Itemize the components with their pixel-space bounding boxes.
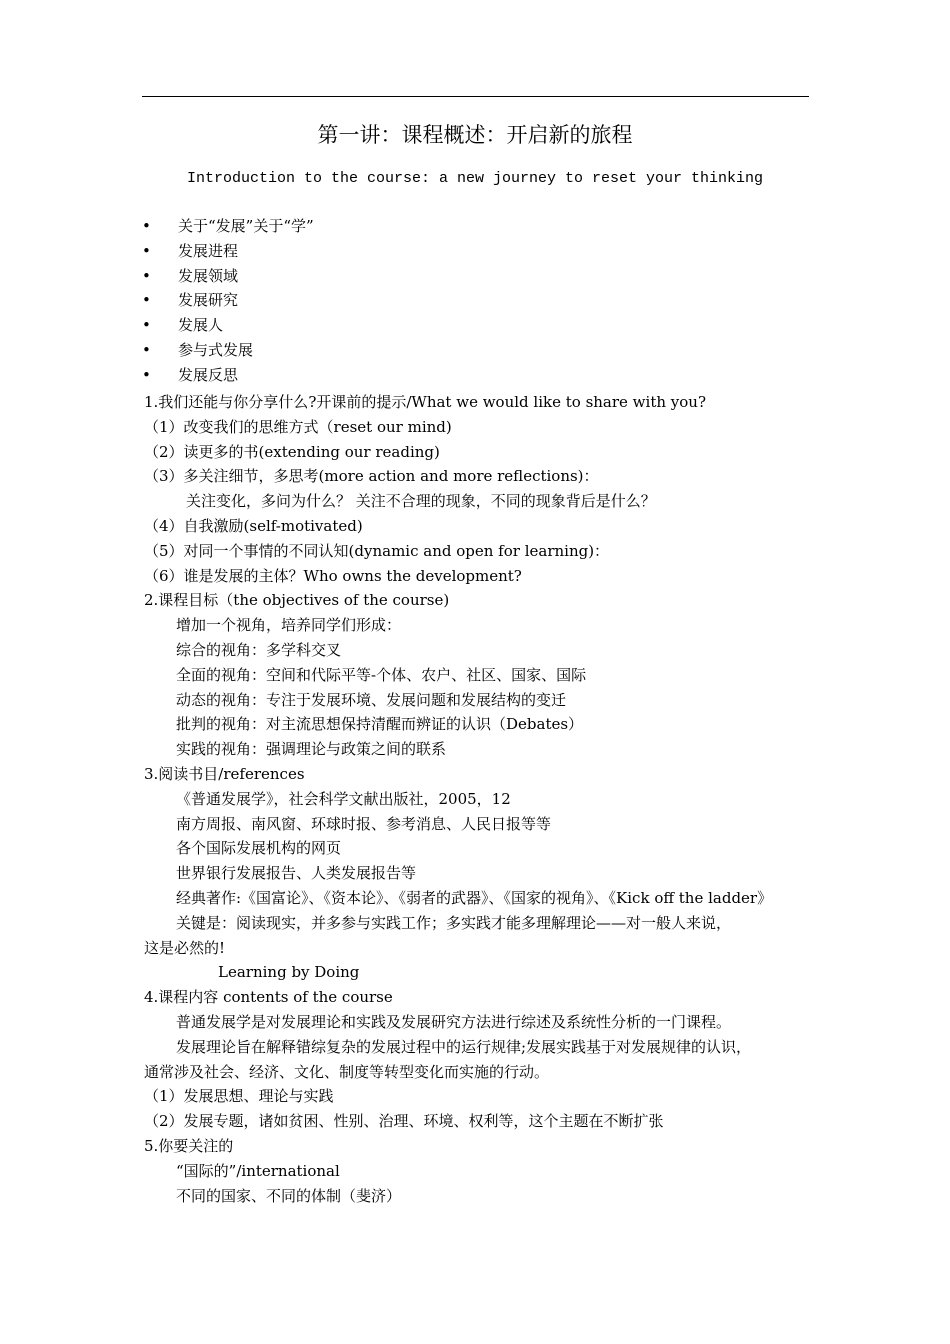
page-subtitle: Introduction to the course: a new journey to reset your thinking [186,170,764,187]
paragraph-line: 世界银行发展报告、人类发展报告等 [176,864,417,883]
paragraph-line: 不同的国家、不同的体制（斐济） [176,1186,402,1205]
paragraph-line: 关键是：阅读现实，并多参与实践工作；多实践才能多理解理论——对一般人来说， [176,913,732,932]
paragraph-line: 《普通发展学》，社会科学文献出版社，2005，12 [176,789,511,808]
paragraph-line: （1）改变我们的思维方式（reset our mind) [144,417,452,436]
paragraph-line: 批判的视角：对主流思想保持清醒而辨证的认识（Debates） [176,715,584,734]
section-heading-objectives: 2.课程目标（the objectives of the course) [144,591,450,610]
paragraph-line: 经典著作:《国富论》、《资本论》、《弱者的武器》、《国家的视角》、《Kick off the ladder》 [176,888,773,907]
bullet-icon: • [142,340,151,359]
paragraph-line: 发展理论旨在解释错综复杂的发展过程中的运行规律;发展实践基于对发展规律的认识， [176,1037,752,1056]
paragraph-line: 关注变化，多问为什么？ 关注不合理的现象，不同的现象背后是什么？ [186,492,656,511]
paragraph-line: （5）对同一个事情的不同认知(dynamic and open for learning)： [144,541,610,560]
paragraph-line: 综合的视角：多学科交叉 [176,640,342,659]
bullet-icon: • [142,291,151,310]
bullet-icon: • [142,217,151,235]
paragraph-line: （6）谁是发展的主体？Who owns the development? [144,566,522,585]
paragraph-line: 增加一个视角，培养同学们形成： [176,616,402,635]
paragraph-line: 动态的视角：专注于发展环境、发展问题和发展结构的变迁 [176,690,567,709]
bullet-icon: • [142,316,151,335]
paragraph-line: （1）发展思想、理论与实践 [144,1087,334,1106]
paragraph-line: （2）读更多的书(extending our reading) [144,442,440,461]
section-heading-references: 3.阅读书目/references [144,764,305,783]
section-heading-contents: 4.课程内容 contents of the course [144,988,393,1007]
paragraph-line: 通常涉及社会、经济、文化、制度等转型变化而实施的行动。 [144,1062,550,1081]
page-title: 第一讲：课程概述：开启新的旅程 [317,123,633,147]
paragraph-line: 这是必然的! [144,938,226,957]
paragraph-line: 普通发展学是对发展理论和实践及发展研究方法进行综述及系统性分析的一门课程。 [176,1012,732,1031]
bullet-icon: • [142,241,151,260]
header-rule [142,96,809,97]
bullet-icon: • [142,266,151,285]
paragraph-line: 南方周报、南风窗、环球时报、参考消息、人民日报等等 [176,814,552,833]
paragraph-line: 实践的视角：强调理论与政策之间的联系 [176,740,447,759]
paragraph-line: （4）自我激励(self-motivated) [144,516,363,535]
bullet-icon: • [142,365,151,384]
paragraph-line: （2）发展专题，诸如贫困、性别、治理、环境、权利等，这个主题在不断扩张 [144,1112,664,1131]
paragraph-line: 全面的视角：空间和代际平等-个体、农户、社区、国家、国际 [176,665,587,684]
section-heading-share: 1.我们还能与你分享什么?开课前的提示/What we would like to share with you? [144,393,706,411]
paragraph-line: “国际的”/international [176,1161,340,1180]
paragraph-line: Learning by Doing [218,963,360,982]
paragraph-line: 各个国际发展机构的网页 [176,839,342,858]
section-heading-focus: 5.你要关注的 [144,1136,234,1155]
paragraph-line: （3）多关注细节，多思考(more action and more reflections)： [144,467,599,486]
document-body [144,390,812,1208]
